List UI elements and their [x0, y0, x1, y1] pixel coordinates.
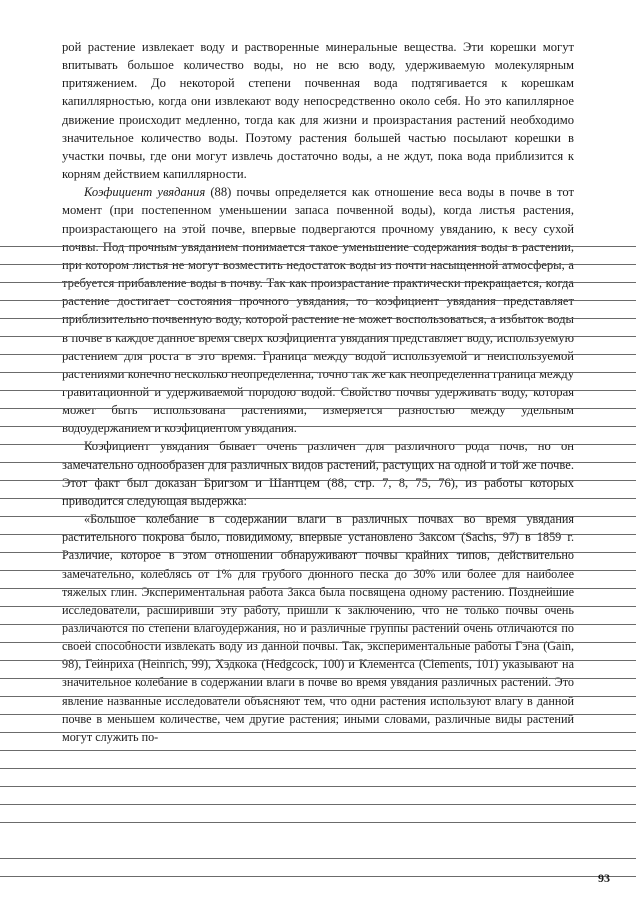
term-emphasis: Коэфициент увядания: [84, 185, 206, 200]
paragraph-text: (88) почвы определяется как отношение веса воды в почве в тот момент (при постепенном уменьшении запаса почвенной воды), когда листья растения, произрастающего на этой почве, впервые подвергаются прочному увяданию, к весу сухой почвы. Под прочным увяданием понимается такое уменьшение содержания воды в растении, при котором листья не могут возместить недостаток воды из почти насыщенной атмосферы, а требуется прибавление воды в почву. Так как произрастание практически прекращается, когда растение достигает состояния прочного увядания, то коэфициент увядания представляет приблизительно почвенную воду, которой растение не может воспользоваться, а избыток воды в почве в каждое данное время сверх коэфициента увядания представляет воду, используемую растением для роста в это время. Граница между водой используемой и неиспользуемой растениями конечно несколько неопределенна, точно так же как неопределенна граница между гравитационной и удерживаемой породою водой. Свойство почвы удерживать воду, которая может быть использована растениями, измеряется разностью между удельным водоудержанием и коэфициентом увядания.: [62, 185, 574, 436]
paragraph: рой растение извлекает воду и растворенные минеральные вещества. Эти корешки могут впитывать большое количество воды, но не всю воду, удерживаемую молекулярным притяжением. До некоторой степени почвенная вода подтягивается к корешкам капиллярностью, когда они извлекают воду непосредственно около себя. Но это капиллярное движение происходит медленно, тогда как для жизни и произрастания растений необходимо значительное количество воды. Поэтому растения большей частью посылают корешки в участки почвы, где они могут извлечь достаточно воды, а не ждут, пока вода приблизится к корням действием капиллярности.: [62, 40, 574, 182]
paragraph-wilting-coefficient: [62, 183, 574, 437]
body-text: [62, 38, 574, 746]
document-page: [62, 38, 574, 890]
paragraph: Коэфициент увядания бывает очень различен для различного рода почв, но он замечательно однообразен для различных видов растений, растущих на одной и той же почве. Этот факт был доказан Бригзом и Шантцем (88, стр. 7, 8, 75, 76), из работы которых приводится следующая выдержка:: [62, 439, 574, 508]
page-number: 93: [598, 871, 610, 885]
block-quote: «Большое колебание в содержании влаги в различных почвах во время увядания растительного покрова было, повидимому, впервые установлено Заксом (Sachs, 97) в 1859 г. Различие, которое в этом отношении обнаруживают почвы крайних типов, действительно замечательно, колеблясь от 1% для грубого дюнного песка до 30% или более для наиболее тяжелых глин. Экспериментальная работа Закса была посвящена одному растению. Позднейшие исследователи, расширивши эту работу, пришли к заключению, что не только почвы очень различаются по степени влагоудержания, но и различные группы растений очень отличаются по своей способности извлекать воду из данной почвы. Так, экспериментальные работы Гэна (Gain, 98), Гейнриха (Heinrich, 99), Хэдкока (Hedgcock, 100) и Клементса (Clements, 101) указывают на значительное колебание в содержании влаги в почве во время увядания различных растений. Это явление названные исследователи объясняют тем, что одни растения используют влагу в данной почве в меньшем количестве, чем другие растения; иными словами, различные виды растений могут служить по-: [62, 512, 574, 744]
